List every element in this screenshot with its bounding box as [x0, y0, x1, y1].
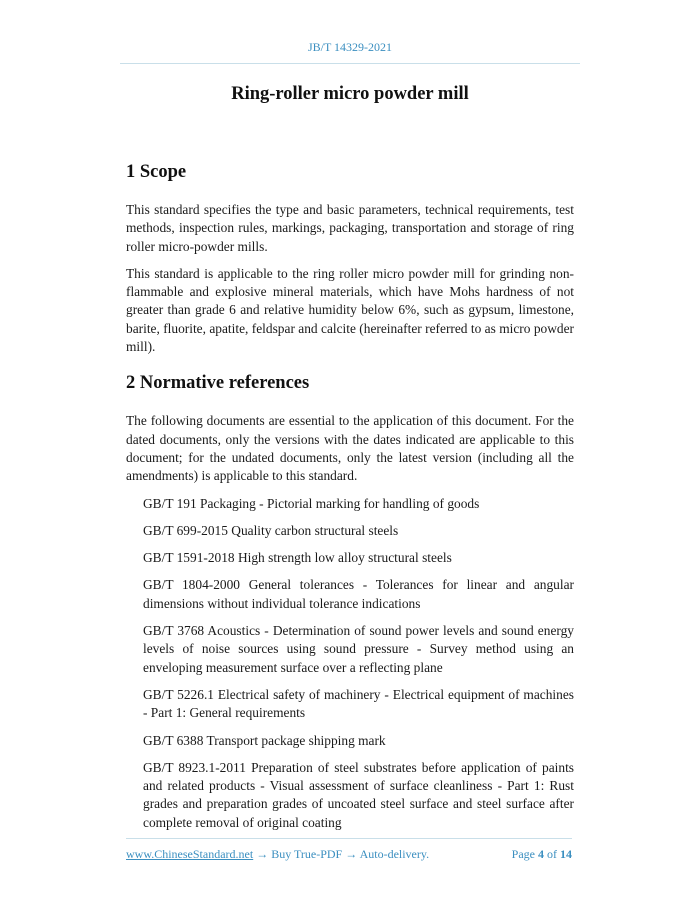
- normative-references-intro: The following documents are essential to the application of this document. For the dated documents, only the versions with the dates indicated are applicable to this document; for the undated documents, only the latest version (including all the amendments) is applicable to this standard.: [126, 413, 574, 484]
- reference-item: GB/T 191 Packaging - Pictorial marking for handling of goods: [143, 495, 480, 511]
- page-indicator: [512, 847, 572, 862]
- scope-paragraph-2: This standard is applicable to the ring roller micro powder mill for grinding non-flammable and explosive mineral materials, which have Mohs hardness of not greater than grade 6 and relative humidity below 6%, such as gypsum, limestone, barite, fluorite, apatite, feldspar and calcite (hereinafter referred to as micro powder mill).: [126, 265, 574, 355]
- reference-item: GB/T 1804-2000 General tolerances - Tolerances for linear and angular dimensions without individual tolerance indications: [143, 577, 574, 611]
- page-footer: [126, 847, 572, 862]
- footer-promo-text: → Buy True-PDF → Auto-delivery.: [253, 847, 430, 861]
- footer-promo: [126, 847, 429, 862]
- of-label: of: [547, 847, 557, 861]
- reference-item: GB/T 699-2015 Quality carbon structural steels: [143, 522, 399, 538]
- document-body: [126, 160, 574, 832]
- page-label: Page: [511, 847, 535, 861]
- running-header-standard-code: JB/T 14329-2021: [307, 40, 393, 54]
- reference-item: GB/T 1591-2018 High strength low alloy structural steels: [143, 550, 452, 566]
- reference-item: GB/T 8923.1-2011 Preparation of steel substrates before application of paints and related products - Visual assessment of surface cleanliness - Part 1: Rust grades and preparation grades of uncoated steel surface and steel surface after complete removal of original coating: [143, 759, 574, 830]
- scope-paragraph-1: This standard specifies the type and basic parameters, technical requirements, test methods, inspection rules, markings, packaging, transportation and storage of ring roller micro-powder mills.: [126, 202, 574, 254]
- section-heading-scope: 1 Scope: [126, 162, 187, 182]
- reference-item: GB/T 5226.1 Electrical safety of machinery - Electrical equipment of machines - Part 1: General requirements: [143, 686, 574, 721]
- current-page-number: 4: [538, 847, 544, 861]
- total-pages-number: 14: [560, 847, 572, 861]
- reference-item: GB/T 6388 Transport package shipping mark: [143, 732, 386, 748]
- document-title: Ring-roller micro powder mill: [231, 84, 469, 104]
- section-heading-normative-references: 2 Normative references: [126, 373, 310, 394]
- reference-item: GB/T 3768 Acoustics - Determination of sound power levels and sound energy levels of noise sources using sound pressure - Survey method using an enveloping measurement surface over a reflecting plane: [143, 623, 574, 675]
- footer-divider: [126, 838, 572, 839]
- header-divider: [120, 63, 580, 64]
- reference-list: [126, 495, 574, 832]
- chinese-standard-link[interactable]: www.ChineseStandard.net: [126, 847, 254, 861]
